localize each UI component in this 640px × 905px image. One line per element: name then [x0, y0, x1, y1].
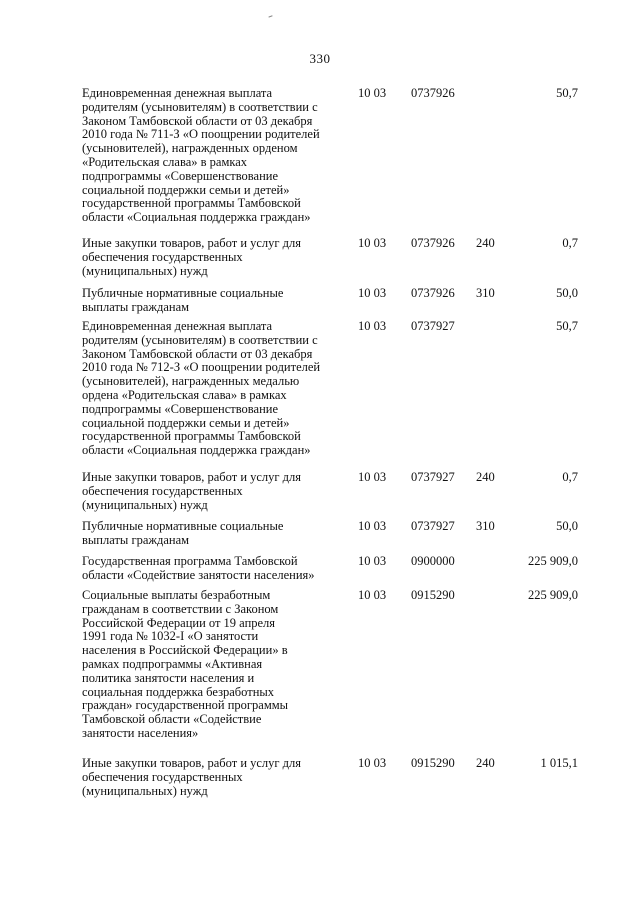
scan-speck	[267, 12, 272, 17]
row-target-article: 0915290	[411, 588, 455, 602]
row-description: Единовременная денежная выплата родителям (усыновителям) в соответствии с Законом Тамбовской области от 03 декабря 2010 года № 711-З «О поощрении родителей (усыновителей), награжденных орденом «Родительская слава» в рамках подпрограммы «Совершенствование социальной поддержки семьи и детей» государственной программы Тамбовской области «Социальная поддержка граждан»	[82, 86, 320, 225]
row-section: 10 03	[358, 319, 387, 333]
row-target-article: 0737927	[411, 319, 455, 333]
row-target-article: 0737927	[411, 470, 455, 484]
row-amount: 50,0	[556, 286, 578, 300]
row-section: 10 03	[358, 470, 387, 484]
page-number: 330	[309, 51, 331, 66]
row-section: 10 03	[358, 519, 387, 533]
row-expense-type: 240	[476, 756, 495, 770]
row-amount: 225 909,0	[528, 588, 578, 602]
row-section: 10 03	[358, 86, 387, 100]
row-expense-type: 240	[476, 470, 495, 484]
row-section: 10 03	[358, 554, 387, 568]
row-description: Иные закупки товаров, работ и услуг для обеспечения государственных (муниципальных) нужд	[82, 236, 302, 278]
row-amount: 50,7	[556, 86, 578, 100]
row-description: Социальные выплаты безработным гражданам в соответствии с Законом Российской Федерации от 19 апреля 1991 года № 1032-I «О занятости населения в Российской Федерации» в рамках подпрограммы «Активная политика занятости населения и социальная поддержка безработных граждан» государственной программы Тамбовской области «Содействие занятости населения»	[82, 588, 289, 740]
row-target-article: 0915290	[411, 756, 455, 770]
row-description: Государственная программа Тамбовской области «Содействие занятости населения»	[82, 554, 315, 582]
row-target-article: 0900000	[411, 554, 455, 568]
row-amount: 225 909,0	[528, 554, 578, 568]
row-description: Единовременная денежная выплата родителям (усыновителям) в соответствии с Законом Тамбовской области от 03 декабря 2010 года № 712-З «О поощрении родителей (усыновителей), награжденных медалью ордена «Родительская слава» в рамках подпрограммы «Совершенствование социальной поддержки семьи и детей» государственной программы Тамбовской области «Социальная поддержка граждан»	[82, 319, 321, 458]
row-amount: 0,7	[562, 470, 578, 484]
row-section: 10 03	[358, 236, 387, 250]
row-expense-type: 240	[476, 236, 495, 250]
row-target-article: 0737926	[411, 236, 455, 250]
row-amount: 0,7	[562, 236, 578, 250]
row-section: 10 03	[358, 286, 387, 300]
row-description: Публичные нормативные социальные выплаты гражданам	[82, 519, 284, 547]
row-section: 10 03	[358, 756, 387, 770]
row-description: Иные закупки товаров, работ и услуг для обеспечения государственных (муниципальных) нужд	[82, 470, 302, 512]
row-description: Публичные нормативные социальные выплаты гражданам	[82, 286, 284, 314]
row-description: Иные закупки товаров, работ и услуг для обеспечения государственных (муниципальных) нужд	[82, 756, 302, 798]
row-section: 10 03	[358, 588, 387, 602]
row-target-article: 0737926	[411, 286, 455, 300]
row-expense-type: 310	[476, 519, 495, 533]
row-amount: 50,0	[556, 519, 578, 533]
row-amount: 50,7	[556, 319, 578, 333]
row-target-article: 0737927	[411, 519, 455, 533]
row-amount: 1 015,1	[540, 756, 578, 770]
row-expense-type: 310	[476, 286, 495, 300]
row-target-article: 0737926	[411, 86, 455, 100]
